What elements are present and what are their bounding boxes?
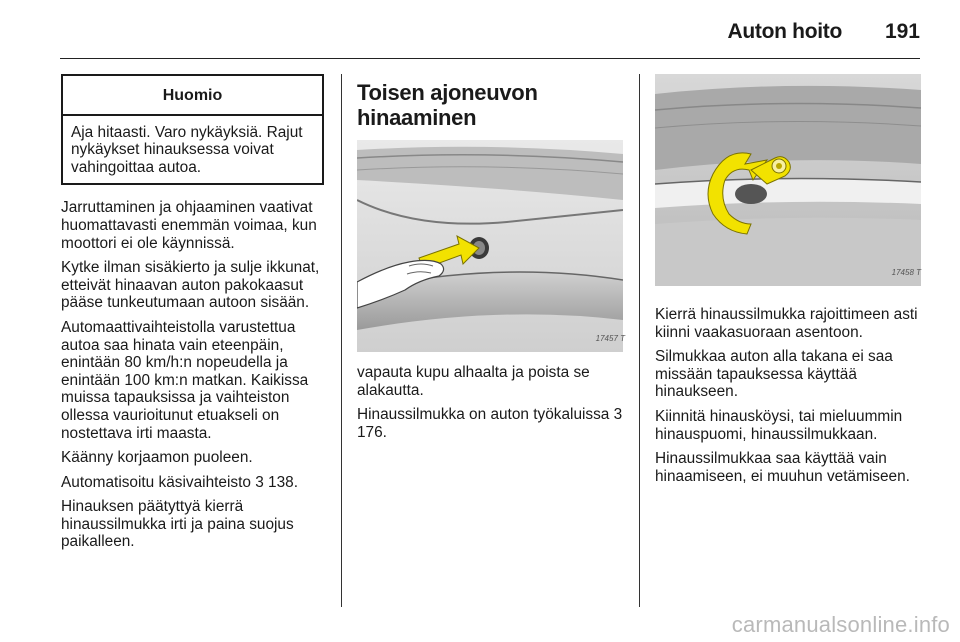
cross-reference xyxy=(357,406,629,441)
left-column xyxy=(61,74,327,558)
page-number: 191 xyxy=(884,20,920,43)
cross-reference xyxy=(61,474,327,492)
caution-box xyxy=(61,74,324,185)
reference-text: Hinaussilmukka on auton työkaluissa xyxy=(357,406,610,424)
watermark: carmanualsonline.info xyxy=(731,612,950,637)
paragraph: Hinauksen päätyttyä kierrä hinaussilmukka irti ja paina suojus paikalleen. xyxy=(61,498,294,551)
reference-arrow-icon: 3 xyxy=(613,406,623,424)
column-divider-2 xyxy=(639,74,640,607)
reference-page[interactable]: 176. xyxy=(357,423,387,441)
figure-code: 17457 T xyxy=(595,334,625,344)
paragraph: Kiinnitä hinausköysi, tai mieluummin hinauspuomi, hinaussilmukkaan. xyxy=(655,407,903,443)
page-header xyxy=(60,14,920,48)
figure-remove-cover xyxy=(357,140,629,352)
figure-screw-eye xyxy=(655,74,925,286)
middle-column xyxy=(357,74,629,448)
chapter-title: Auton hoito xyxy=(727,20,842,43)
reference-text: Automatisoitu käsivaihteisto xyxy=(61,473,251,491)
paragraph: vapauta kupu alhaalta ja poista se alakautta. xyxy=(357,364,590,399)
caution-heading: Huomio xyxy=(63,76,322,116)
bumper-cover-illustration xyxy=(357,140,623,352)
paragraph: Hinaussilmukkaa saa käyttää vain hinaamiseen, ei muuhun vetämiseen. xyxy=(655,450,910,485)
towing-eye-illustration xyxy=(655,74,921,286)
paragraph: Silmukkaa auton alla takana ei saa missään tapauksessa käyttää hinaukseen. xyxy=(655,348,893,401)
column-divider-1 xyxy=(341,74,342,607)
reference-page[interactable]: 138. xyxy=(268,473,299,491)
reference-arrow-icon: 3 xyxy=(255,473,264,491)
paragraph: Kierrä hinaussilmukka rajoittimeen asti kiinni vaakasuoraan asentoon. xyxy=(655,306,918,341)
paragraph: Käänny korjaamon puoleen. xyxy=(61,449,253,467)
right-column xyxy=(655,74,925,492)
paragraph: Automaattivaihteistolla varustettua autoa saa hinata vain eteenpäin, enintään 80 km/h:n nopeudella ja enintään 100 km:n matkan. Kaikissa muissa tapauksissa ja vaihteiston ollessa vaurioitunut etuakseli on nostettava irti maasta. xyxy=(61,318,309,442)
paragraph: Kytke ilman sisäkierto ja sulje ikkunat, etteivät hinaavan auton pakokaasut pääse tunkeutumaan autoon sisään. xyxy=(61,259,320,312)
paragraph: Jarruttaminen ja ohjaaminen vaativat huomattavasti enemmän voimaa, kun moottori ei ole käynnissä. xyxy=(61,199,317,252)
header-divider xyxy=(60,58,920,59)
section-title: Toisen ajoneuvon hinaaminen xyxy=(357,80,538,130)
figure-code: 17458 T xyxy=(891,268,921,278)
caution-text: Aja hitaasti. Varo nykäyksiä. Rajut nykäykset hinauksessa voivat vahingoittaa autoa. xyxy=(71,123,303,176)
